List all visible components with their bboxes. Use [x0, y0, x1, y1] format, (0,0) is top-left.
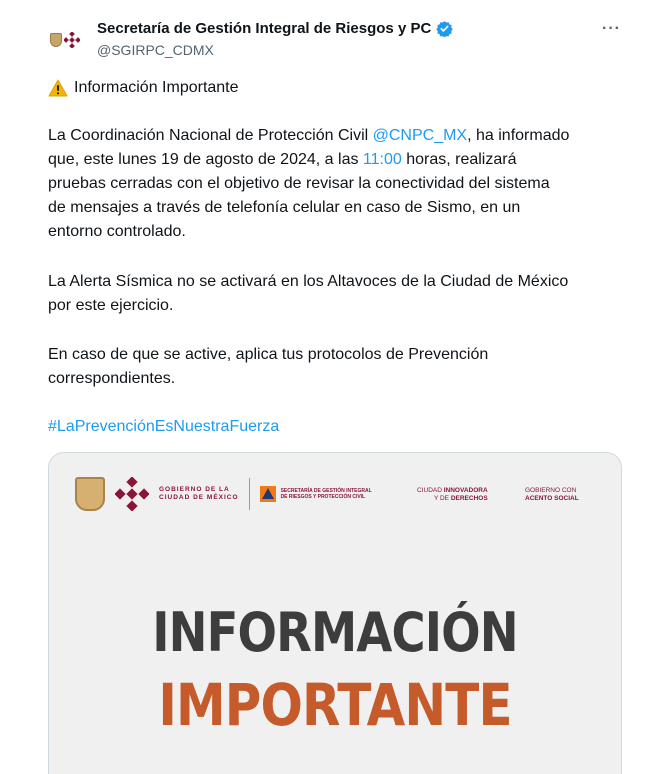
slogan-text: CIUDAD	[417, 487, 444, 494]
slogan-text-bold: DERECHOS	[450, 495, 488, 502]
tweet-hashtag-line	[48, 415, 628, 439]
warning-icon	[48, 79, 68, 97]
gov-cdmx-text	[159, 486, 239, 502]
mention-link[interactable]: @CNPC_MX	[372, 127, 468, 144]
slogan-innovadora	[417, 487, 488, 503]
avatar[interactable]	[50, 28, 88, 52]
time-link[interactable]: 11:00	[362, 151, 402, 168]
gov-text-line: GOBIERNO DE LA	[159, 486, 230, 493]
text-span: correspondientes.	[48, 370, 176, 387]
tweet-heading	[48, 76, 628, 100]
coat-of-arms-icon	[75, 477, 105, 511]
sgirpc-text-line: SECRETARÍA DE GESTIÓN INTEGRAL	[280, 487, 372, 494]
text-span: entorno controlado.	[48, 223, 186, 240]
more-options-button[interactable]: ···	[602, 20, 621, 37]
author-name-row[interactable]	[97, 20, 453, 37]
slogan-text-bold: INNOVADORA	[443, 487, 488, 494]
slogan-text: Y DE	[433, 495, 451, 502]
text-span: por este ejercicio.	[48, 297, 174, 314]
cdmx-knot-icon	[115, 477, 149, 511]
gov-logo-group	[75, 477, 372, 511]
sgirpc-text	[281, 488, 372, 501]
hashtag-link[interactable]: #LaPrevenciónEsNuestraFuerza	[48, 418, 280, 435]
text-span: La Coordinación Nacional de Protección Civil	[48, 127, 373, 144]
text-span: horas, realizará	[401, 151, 517, 168]
gov-header-bar	[49, 453, 621, 543]
cdmx-knot-icon	[64, 32, 80, 48]
text-span: La Alerta Sísmica no se activará en los Altavoces de la Ciudad de México	[48, 273, 569, 290]
slogan-text-bold: ACENTO SOCIAL	[525, 495, 579, 502]
author-handle[interactable]: @SGIRPC_CDMX	[97, 42, 214, 58]
slogan-acento-social	[525, 487, 579, 503]
tweet-heading-text: Información Importante	[74, 79, 239, 96]
coat-of-arms-icon	[50, 33, 62, 47]
tweet-paragraph-2	[48, 270, 628, 318]
verified-badge-icon	[436, 20, 453, 37]
poster-title-informacion: INFORMACIÓN	[152, 601, 518, 664]
poster-title-importante: IMPORTANTE	[158, 671, 512, 739]
author-display-name[interactable]: Secretaría de Gestión Integral de Riesgos y PC	[97, 20, 432, 37]
tweet-paragraph-1	[48, 124, 628, 244]
sgirpc-logo	[260, 486, 372, 502]
text-span: En caso de que se active, aplica tus protocolos de Prevención	[48, 346, 489, 363]
text-span: pruebas cerradas con el objetivo de revisar la conectividad del sistema	[48, 175, 550, 192]
tweet-media-image[interactable]	[48, 452, 622, 774]
slogan-text: GOBIERNO CON	[525, 487, 577, 494]
text-span: , ha informado	[467, 127, 570, 144]
tweet-paragraph-3	[48, 343, 628, 391]
protection-civil-triangle-icon	[260, 486, 276, 502]
gov-text-line: CIUDAD DE MÉXICO	[159, 494, 239, 501]
sgirpc-text-line: DE RIESGOS Y PROTECCIÓN CIVIL	[280, 494, 366, 500]
text-span: de mensajes a través de telefonía celular en caso de Sismo, en un	[48, 199, 521, 216]
logo-divider	[249, 478, 250, 510]
text-span: que, este lunes 19 de agosto de 2024, a las	[48, 151, 363, 168]
